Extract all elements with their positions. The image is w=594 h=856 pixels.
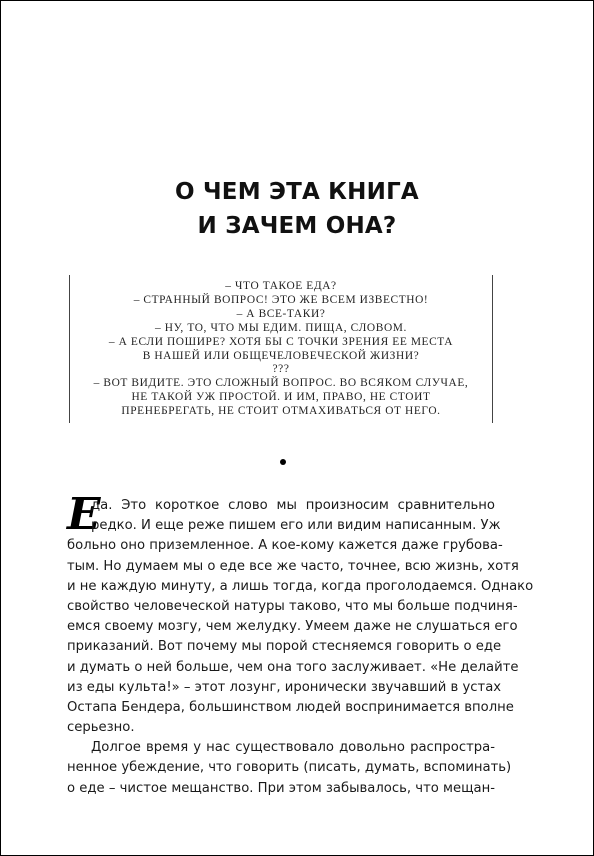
dialog-line: – А ЕСЛИ ПОШИРЕ? ХОТЯ БЫ С ТОЧКИ ЗРЕНИЯ ЕЕ МЕСТА [108, 335, 454, 348]
dialog-line: – ВОТ ВИДИТЕ. ЭТО СЛОЖНЫЙ ВОПРОС. ВО ВСЯКОМ СЛУЧАЕ, [93, 377, 469, 390]
dialog-line: – СТРАННЫЙ ВОПРОС! ЭТО ЖЕ ВСЕМ ИЗВЕСТНО! [133, 293, 429, 306]
body-text [67, 489, 534, 799]
body-line: редко. И еще реже пишем его или видим написанным. Уж [91, 518, 501, 534]
dialog-line: – НУ, ТО, ЧТО МЫ ЕДИМ. ПИЩА, СЛОВОМ. [155, 321, 407, 334]
body-line: емся своему мозгу, чем желудку. Умеем даже не слушаться его [67, 619, 518, 635]
body-line: свойство человеческой натуры таково, что мы больше подчиня- [67, 598, 518, 614]
body-line: Остапа Бендера, большинством людей воспринимается вполне [67, 699, 514, 715]
dialog-line: ПРЕНЕБРЕГАТЬ, НЕ СТОИТ ОТМАХИВАТЬСЯ ОТ НЕГО. [121, 405, 441, 418]
chapter-title-line-1: О ЧЕМ ЭТА КНИГА [175, 179, 419, 205]
body-line: приказаний. Вот почему мы порой стесняемся говорить о еде [67, 639, 502, 655]
dialog-line: НЕ ТАКОЙ УЖ ПРОСТОЙ. И ИМ, ПРАВО, НЕ СТОИТ [131, 391, 431, 404]
body-line: из еды культа!» – этот лозунг, иронически звучавший в устах [67, 679, 502, 695]
section-separator-dot [280, 459, 286, 465]
dialog-line: В НАШЕЙ ИЛИ ОБЩЕЧЕЛОВЕЧЕСКОЙ ЖИЗНИ? [142, 349, 420, 362]
body-line: да. Это короткое слово мы произносим сравнительно [91, 498, 495, 513]
epigraph-dialog [75, 280, 487, 419]
body-line: и не каждую минуту, а лишь тогда, когда проголодаемся. Однако [67, 578, 534, 594]
body-line: Долгое время у нас существовало довольно распростра- [91, 740, 495, 756]
dialog-line: – А ВСЕ-ТАКИ? [236, 307, 326, 320]
drop-cap: Е [67, 489, 101, 540]
body-line: больно оно приземленное. А кое-кому кажется даже грубова- [67, 538, 503, 554]
body-line: ненное убеждение, что говорить (писать, думать, вспоминать) [67, 760, 512, 776]
chapter-title-line-2: И ЗАЧЕМ ОНА? [197, 213, 397, 239]
body-line: тым. Но думаем мы о еде все же часто, точнее, всю жизнь, хотя [67, 558, 519, 574]
chapter-title [1, 175, 593, 243]
dialog-line: – ЧТО ТАКОЕ ЕДА? [225, 280, 337, 292]
dialog-line: ??? [272, 363, 290, 376]
body-line: о еде – чистое мещанство. При этом забывалось, что мещан- [67, 780, 495, 796]
dialog-left-rule [69, 275, 70, 423]
body-line: серьезно. [67, 720, 135, 736]
dialog-right-rule [492, 275, 493, 423]
body-line: и думать о ней больше, чем она того заслуживает. «Не делайте [67, 659, 519, 675]
